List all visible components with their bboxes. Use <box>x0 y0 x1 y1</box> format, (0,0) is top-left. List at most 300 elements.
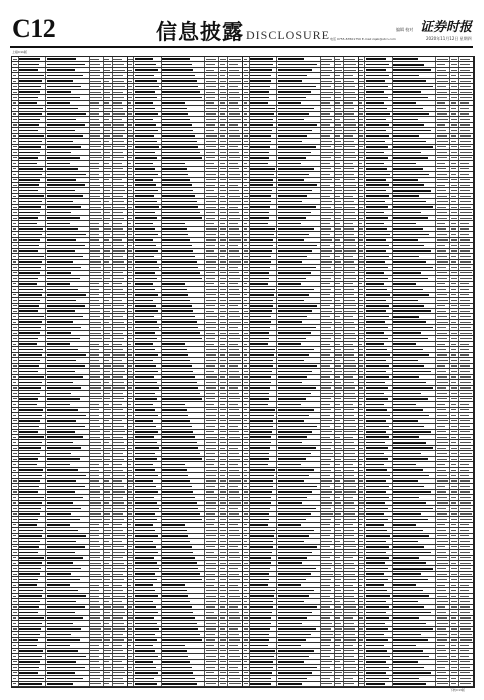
cell-text <box>47 639 80 641</box>
cell-text <box>278 458 306 460</box>
table-cell <box>12 227 19 231</box>
cell-text <box>278 239 304 241</box>
table-cell <box>450 84 459 88</box>
cell-text <box>344 552 356 553</box>
table-cell <box>128 112 135 116</box>
cell-text <box>321 168 331 169</box>
table-cell <box>365 139 392 143</box>
table-cell <box>128 134 135 138</box>
table-cell <box>436 79 450 83</box>
masthead-rule <box>10 46 473 48</box>
cell-text <box>437 168 446 169</box>
cell-text <box>344 223 353 224</box>
table-cell <box>393 243 436 247</box>
cell-text <box>135 245 156 247</box>
table-cell <box>277 232 320 236</box>
table-cell <box>335 90 344 94</box>
table-cell <box>162 238 205 242</box>
cell-text <box>19 497 43 499</box>
table-cell <box>450 178 459 182</box>
cell-text <box>335 250 342 251</box>
table-cell <box>104 216 113 220</box>
table-cell <box>344 188 358 192</box>
cell-text <box>250 64 272 66</box>
cell-text <box>278 201 302 203</box>
cell-text <box>460 218 472 219</box>
cell-text <box>128 256 133 257</box>
cell-text <box>206 360 216 361</box>
cell-text <box>229 289 239 290</box>
cell-text <box>113 508 125 509</box>
table-cell <box>335 638 344 642</box>
table-cell <box>104 353 113 357</box>
table-cell <box>205 539 219 543</box>
cell-text <box>321 574 332 575</box>
cell-text <box>90 338 101 339</box>
cell-text <box>451 59 457 60</box>
table-cell <box>12 336 19 340</box>
cell-text <box>128 596 132 597</box>
cell-text <box>128 639 132 640</box>
table-cell <box>162 254 205 258</box>
cell-text <box>359 70 363 71</box>
cell-text <box>47 91 71 93</box>
cell-text <box>113 81 124 82</box>
table-cell <box>46 161 89 165</box>
cell-text <box>206 349 217 350</box>
cell-text <box>244 135 248 136</box>
table-cell <box>162 117 205 121</box>
table-cell <box>250 243 277 247</box>
table-cell <box>250 364 277 368</box>
cell-text <box>13 59 17 60</box>
cell-text <box>128 327 132 328</box>
cell-text <box>13 420 17 421</box>
cell-text <box>278 469 314 471</box>
table-cell <box>321 561 335 565</box>
table-cell <box>104 446 113 450</box>
table-cell <box>205 249 219 253</box>
cell-text <box>321 124 330 125</box>
table-cell <box>162 660 205 664</box>
cell-text <box>366 108 387 110</box>
cell-text <box>366 130 386 132</box>
table-cell <box>113 577 127 581</box>
table-cell <box>359 254 366 258</box>
table-cell <box>228 260 242 264</box>
table-cell <box>113 430 127 434</box>
cell-text <box>90 650 99 651</box>
table-cell <box>344 145 358 149</box>
table-cell <box>128 205 135 209</box>
cell-text <box>344 86 355 87</box>
cell-text <box>335 546 341 547</box>
table-cell <box>219 199 228 203</box>
cell-text <box>162 502 196 504</box>
table-cell <box>19 325 46 329</box>
cell-text <box>278 447 316 449</box>
cell-text <box>451 70 458 71</box>
cell-text <box>335 579 341 580</box>
table-cell <box>19 386 46 390</box>
table-cell <box>104 397 113 401</box>
cell-text <box>90 568 101 569</box>
cell-text <box>344 617 353 618</box>
cell-text <box>19 217 38 219</box>
cell-text <box>162 568 198 570</box>
cell-text <box>344 667 355 668</box>
table-cell <box>277 419 320 423</box>
cell-text <box>19 415 41 417</box>
cell-text <box>90 294 99 295</box>
table-cell <box>243 424 250 428</box>
table-cell <box>243 172 250 176</box>
table-cell <box>90 106 104 110</box>
cell-text <box>128 152 132 153</box>
cell-text <box>128 163 131 164</box>
table-cell <box>104 419 113 423</box>
cell-text <box>344 678 353 679</box>
cell-text <box>244 322 248 323</box>
table-cell <box>277 534 320 538</box>
table-cell <box>19 101 46 105</box>
table-cell <box>46 271 89 275</box>
cell-text <box>244 596 248 597</box>
cell-text <box>19 628 41 630</box>
cell-text <box>90 464 98 465</box>
table-cell <box>335 632 344 636</box>
table-cell <box>344 380 358 384</box>
cell-text <box>344 250 356 251</box>
table-cell <box>450 243 459 247</box>
table-cell <box>277 446 320 450</box>
table-cell <box>335 123 344 127</box>
cell-text <box>278 497 307 499</box>
table-cell <box>250 150 277 154</box>
cell-text <box>104 113 110 114</box>
table-cell <box>205 304 219 308</box>
table-cell <box>128 517 135 521</box>
table-cell <box>228 112 242 116</box>
table-cell <box>46 304 89 308</box>
cell-text <box>90 382 100 383</box>
cell-text <box>90 190 100 191</box>
table-cell <box>12 84 19 88</box>
table-cell <box>335 73 344 77</box>
cell-text <box>244 81 248 82</box>
table-cell <box>243 397 250 401</box>
table-cell <box>134 462 161 466</box>
table-cell <box>12 216 19 220</box>
cell-text <box>104 552 110 553</box>
table-cell <box>219 145 228 149</box>
table-cell <box>335 561 344 565</box>
table-cell <box>19 178 46 182</box>
cell-text <box>128 239 133 240</box>
table-cell <box>12 178 19 182</box>
table-cell <box>335 408 344 412</box>
table-cell <box>344 238 358 242</box>
cell-text <box>13 201 17 202</box>
cell-text <box>344 650 354 651</box>
cell-text <box>250 535 274 537</box>
cell-text <box>244 163 247 164</box>
cell-text <box>135 234 158 236</box>
cell-text <box>359 64 363 65</box>
table-cell <box>205 446 219 450</box>
table-cell <box>344 572 358 576</box>
cell-text <box>250 404 268 406</box>
table-cell <box>90 134 104 138</box>
table-cell <box>243 419 250 423</box>
table-cell <box>335 243 344 247</box>
cell-text <box>321 294 330 295</box>
table-cell <box>19 676 46 680</box>
cell-text <box>278 119 304 121</box>
cell-text <box>460 256 471 257</box>
cell-text <box>206 283 214 284</box>
cell-text <box>19 179 40 181</box>
table-cell <box>104 654 113 658</box>
table-cell <box>12 161 19 165</box>
cell-text <box>162 595 188 597</box>
table-cell <box>134 347 161 351</box>
cell-text <box>47 573 71 575</box>
cell-text <box>321 289 331 290</box>
cell-text <box>220 563 227 564</box>
table-cell <box>243 287 250 291</box>
table-cell <box>104 643 113 647</box>
table-cell <box>46 419 89 423</box>
table-cell <box>46 336 89 340</box>
table-cell <box>104 671 113 675</box>
cell-text <box>47 261 73 263</box>
table-cell <box>335 364 344 368</box>
table-cell <box>243 243 250 247</box>
table-cell <box>321 473 335 477</box>
cell-text <box>437 119 448 120</box>
cell-text <box>113 552 125 553</box>
table-cell <box>344 386 358 390</box>
table-cell <box>205 605 219 609</box>
cell-text <box>244 267 248 268</box>
table-cell <box>162 364 205 368</box>
cell-text <box>90 102 98 103</box>
table-cell <box>250 621 277 625</box>
cell-text <box>90 393 101 394</box>
cell-text <box>135 80 157 82</box>
table-cell <box>12 671 19 675</box>
cell-text <box>220 157 226 158</box>
table-cell <box>344 364 358 368</box>
cell-text <box>220 305 225 306</box>
table-cell <box>162 265 205 269</box>
cell-text <box>135 458 157 460</box>
table-cell <box>205 293 219 297</box>
cell-text <box>162 174 188 176</box>
cell-text <box>321 486 330 487</box>
table-cell <box>162 128 205 132</box>
table-cell <box>321 506 335 510</box>
table-cell <box>19 605 46 609</box>
cell-text <box>113 102 122 103</box>
cell-text <box>229 371 239 372</box>
cell-text <box>220 174 225 175</box>
cell-text <box>135 195 154 197</box>
table-cell <box>128 282 135 286</box>
table-cell <box>335 232 344 236</box>
table-cell <box>335 325 344 329</box>
cell-text <box>437 256 447 257</box>
table-cell <box>205 73 219 77</box>
table-cell <box>19 419 46 423</box>
table-cell <box>162 419 205 423</box>
cell-text <box>220 557 226 558</box>
table-cell <box>228 419 242 423</box>
publication-date: 2020年11月12日 星期四 <box>426 36 472 41</box>
table-cell <box>228 457 242 461</box>
table-cell <box>12 594 19 598</box>
table-cell <box>459 112 473 116</box>
cell-text <box>128 289 132 290</box>
cell-text <box>206 97 215 98</box>
table-cell <box>219 566 228 570</box>
table-cell <box>359 172 366 176</box>
cell-text <box>321 327 330 328</box>
table-cell <box>335 227 344 231</box>
cell-text <box>278 91 311 93</box>
cell-text <box>128 354 132 355</box>
table-cell <box>228 506 242 510</box>
table-cell <box>128 430 135 434</box>
cell-text <box>244 508 248 509</box>
cell-text <box>206 316 217 317</box>
cell-text <box>393 223 416 225</box>
cell-text <box>321 130 332 131</box>
cell-text <box>220 639 226 640</box>
cell-text <box>229 628 239 629</box>
cell-text <box>104 152 110 153</box>
cell-text <box>19 283 37 285</box>
cell-text <box>19 58 40 60</box>
cell-text <box>113 333 123 334</box>
table-cell <box>277 79 320 83</box>
cell-text <box>321 387 330 388</box>
table-cell <box>113 205 127 209</box>
cell-text <box>135 639 157 641</box>
cell-text <box>90 344 98 345</box>
cell-text <box>344 628 355 629</box>
table-cell <box>162 178 205 182</box>
cell-text <box>113 294 124 295</box>
table-cell <box>219 320 228 324</box>
table-cell <box>46 227 89 231</box>
cell-text <box>451 261 457 262</box>
cell-text <box>135 338 157 340</box>
table-cell <box>90 57 104 61</box>
cell-text <box>47 656 86 658</box>
table-cell <box>104 347 113 351</box>
cell-text <box>206 190 215 191</box>
table-cell <box>365 68 392 72</box>
cell-text <box>19 316 43 318</box>
table-cell <box>162 57 205 61</box>
cell-text <box>250 223 268 225</box>
table-cell <box>205 62 219 66</box>
cell-text <box>19 130 37 132</box>
cell-text <box>19 486 39 488</box>
table-cell <box>104 369 113 373</box>
cell-text <box>135 354 158 356</box>
cell-text <box>13 272 17 273</box>
table-cell <box>46 243 89 247</box>
cell-text <box>113 628 125 629</box>
table-cell <box>335 249 344 253</box>
cell-text <box>220 398 226 399</box>
cell-text <box>162 267 198 269</box>
cell-text <box>113 639 124 640</box>
table-cell <box>90 577 104 581</box>
table-cell <box>243 249 250 253</box>
table-cell <box>450 254 459 258</box>
cell-text <box>47 519 80 521</box>
table-cell <box>359 106 366 110</box>
cell-text <box>321 119 331 120</box>
table-cell <box>321 57 335 61</box>
cell-text <box>13 322 17 323</box>
cell-text <box>393 97 427 99</box>
table-cell <box>228 336 242 340</box>
table-cell <box>219 342 228 346</box>
cell-text <box>13 174 17 175</box>
cell-text <box>128 480 133 481</box>
table-cell <box>243 112 250 116</box>
table-cell <box>90 413 104 417</box>
cell-text <box>344 239 355 240</box>
table-cell <box>436 73 450 77</box>
table-cell <box>321 594 335 598</box>
table-cell <box>46 68 89 72</box>
cell-text <box>135 683 157 685</box>
cell-text <box>90 398 101 399</box>
cell-text <box>113 146 125 147</box>
table-cell <box>12 419 19 423</box>
table-cell <box>113 380 127 384</box>
table-cell <box>90 347 104 351</box>
cell-text <box>104 502 109 503</box>
cell-text <box>220 486 225 487</box>
cell-text <box>229 393 240 394</box>
cell-text <box>104 491 110 492</box>
cell-text <box>244 645 247 646</box>
cell-text <box>13 234 17 235</box>
table-cell <box>228 380 242 384</box>
table-cell <box>321 528 335 532</box>
table-cell <box>250 583 277 587</box>
table-cell <box>250 484 277 488</box>
table-cell <box>219 610 228 614</box>
cell-text <box>278 305 317 307</box>
cell-text <box>229 157 240 158</box>
table-cell <box>219 249 228 253</box>
cell-text <box>460 196 471 197</box>
cell-text <box>344 431 356 432</box>
cell-text <box>220 179 226 180</box>
table-cell <box>205 391 219 395</box>
cell-text <box>335 530 341 531</box>
table-cell <box>113 566 127 570</box>
table-cell <box>365 254 392 258</box>
